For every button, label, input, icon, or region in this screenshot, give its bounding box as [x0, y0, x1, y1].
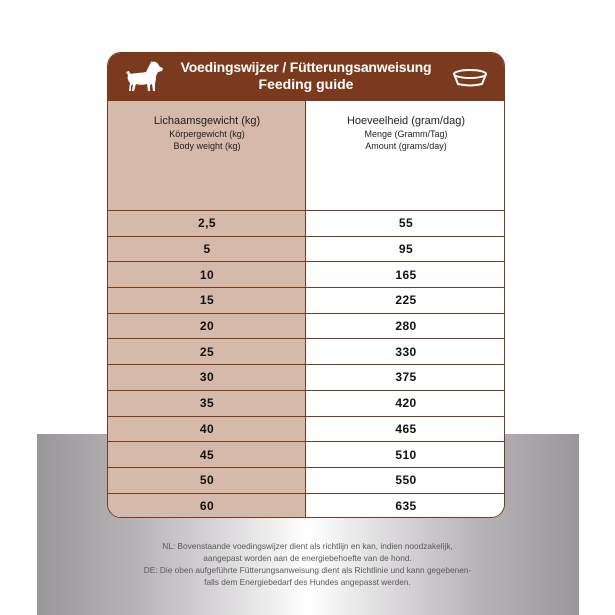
table-row — [108, 211, 504, 236]
column-divider — [305, 101, 306, 517]
table-row — [108, 364, 504, 390]
title-line-2: Feeding guide — [258, 76, 354, 92]
table-row — [108, 287, 504, 313]
amount-cell: 95 — [306, 237, 505, 262]
feeding-table-rows — [108, 211, 504, 518]
amount-cell: 510 — [306, 442, 505, 467]
weight-cell: 25 — [108, 339, 306, 364]
amount-cell: 420 — [306, 391, 505, 416]
amount-cell: 280 — [306, 314, 505, 339]
footnote — [120, 540, 495, 588]
header-title — [164, 59, 448, 93]
amount-cell: 225 — [306, 288, 505, 313]
table-row — [108, 313, 504, 339]
table-row — [108, 467, 504, 493]
weight-cell: 2,5 — [108, 211, 306, 236]
amount-column-header — [306, 101, 505, 211]
amount-cell: 165 — [306, 262, 505, 287]
amount-cell: 375 — [306, 365, 505, 390]
weight-cell: 40 — [108, 417, 306, 442]
table-row — [108, 416, 504, 442]
amount-cell: 465 — [306, 417, 505, 442]
weight-cell: 60 — [108, 494, 306, 518]
amount-cell: 330 — [306, 339, 505, 364]
table-row — [108, 441, 504, 467]
weight-cell: 5 — [108, 237, 306, 262]
title-line-1: Voedingswijzer / Fütterungsanweisung — [180, 59, 432, 75]
weight-header-de: Körpergewicht (kg) — [169, 129, 245, 139]
footnote-line-1: NL: Bovenstaande voedingswijzer dient als richtlijn en kan, indien noodzakelijk, — [162, 541, 453, 551]
weight-cell: 10 — [108, 262, 306, 287]
weight-cell: 20 — [108, 314, 306, 339]
amount-header-nl: Hoeveelheid (gram/dag) — [346, 115, 465, 127]
weight-cell: 45 — [108, 442, 306, 467]
weight-cell: 30 — [108, 365, 306, 390]
card-header — [108, 53, 504, 101]
weight-header-nl: Lichaamsgewicht (kg) — [153, 115, 261, 127]
amount-cell: 550 — [306, 468, 505, 493]
amount-cell: 635 — [306, 494, 505, 518]
table-row — [108, 338, 504, 364]
table-row — [108, 261, 504, 287]
weight-header-en: Body weight (kg) — [173, 141, 241, 151]
table-row — [108, 236, 504, 262]
weight-column-header — [108, 101, 306, 211]
amount-header-en: Amount (grams/day) — [365, 141, 447, 151]
weight-cell: 50 — [108, 468, 306, 493]
amount-header-de: Menge (Gramm/Tag) — [364, 129, 448, 139]
dog-icon — [122, 59, 164, 95]
amount-cell: 55 — [306, 211, 505, 236]
table-row — [108, 390, 504, 416]
footnote-line-4: falls dem Energiebedarf des Hundes angepasst werden. — [204, 577, 411, 587]
footnote-line-2: aangepast worden aan de energiebehoefte van de hond. — [203, 553, 412, 563]
weight-cell: 15 — [108, 288, 306, 313]
feeding-guide-card — [107, 52, 505, 518]
food-bowl-icon — [450, 69, 490, 87]
table-row — [108, 493, 504, 518]
footnote-line-3: DE: Die oben aufgeführte Fütterungsanweisung dient als Richtlinie und kann gegebenen- — [143, 565, 472, 575]
weight-cell: 35 — [108, 391, 306, 416]
